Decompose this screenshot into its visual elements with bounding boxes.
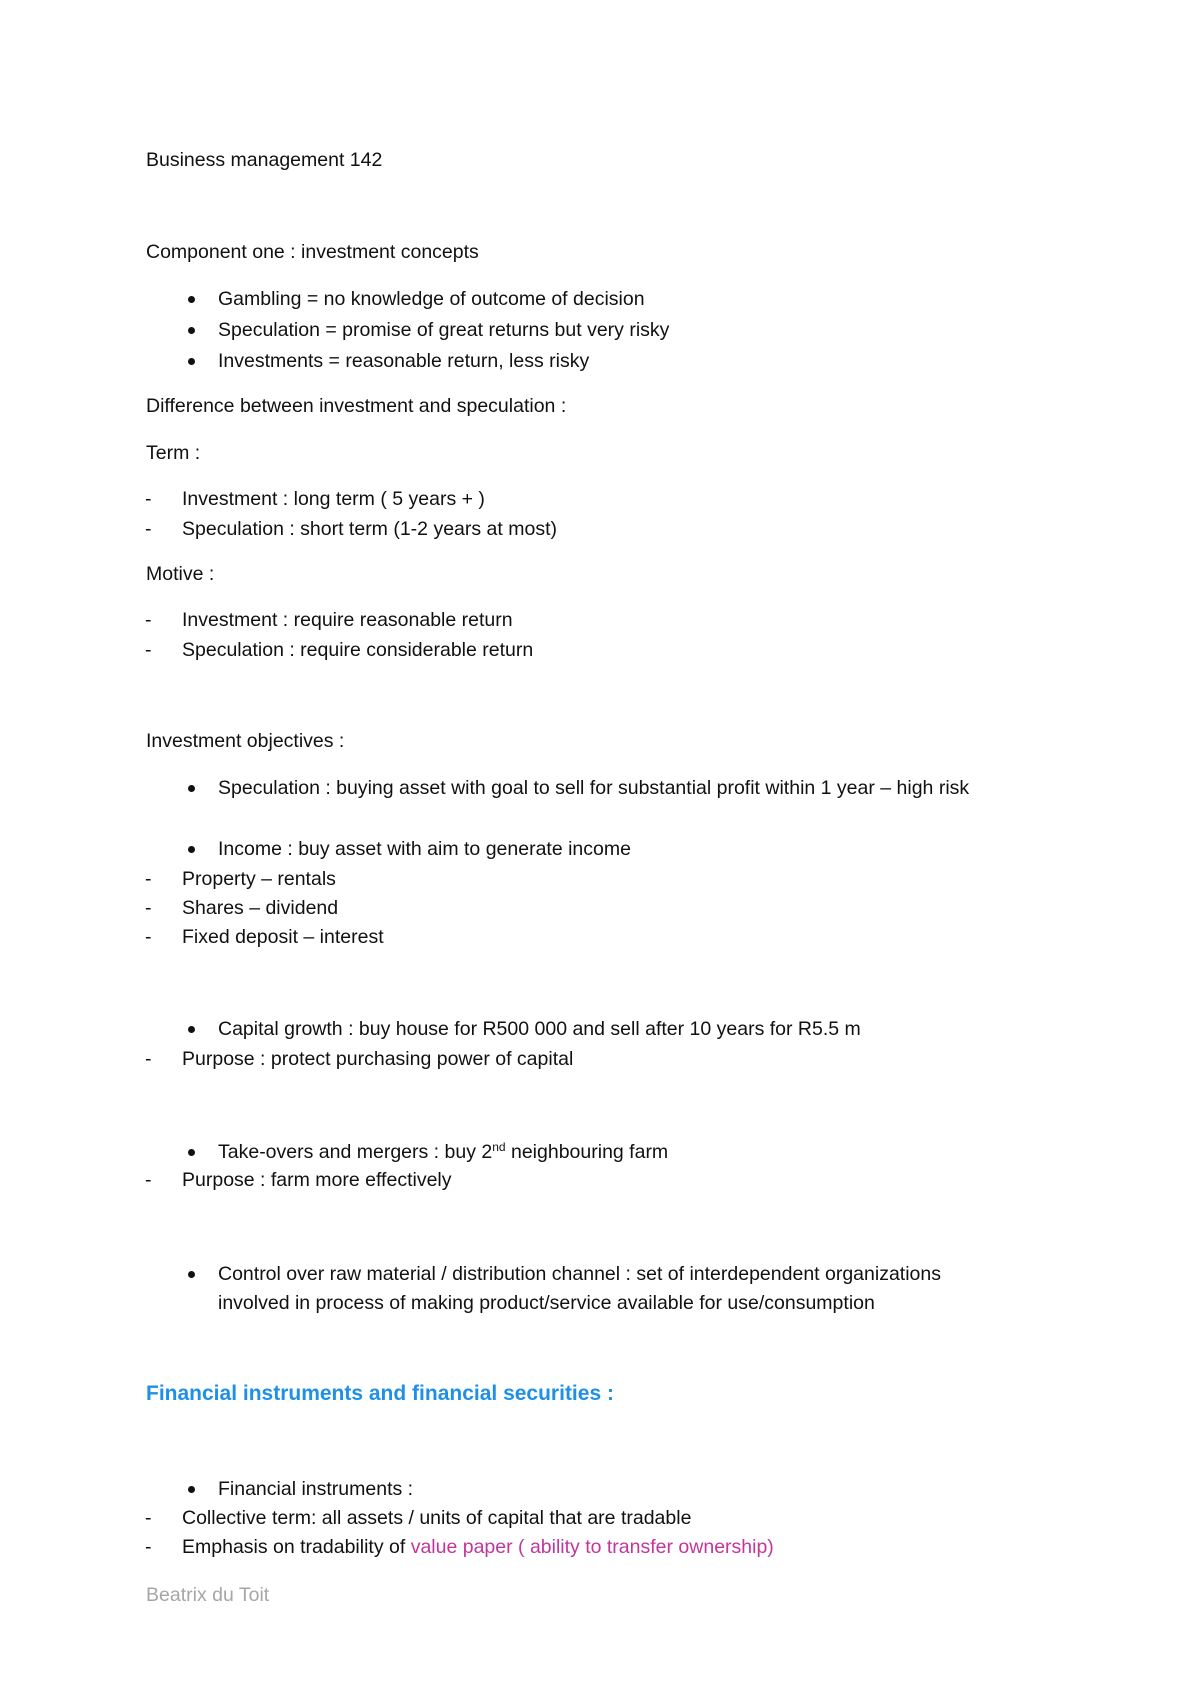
objective-income: Income : buy asset with aim to generate income xyxy=(218,838,631,860)
document-title: Business management 142 xyxy=(146,149,383,171)
motive-speculation: - Speculation : require considerable return xyxy=(182,638,533,662)
emphasis-prefix: Emphasis on tradability of xyxy=(182,1536,411,1558)
page-footer: Beatrix du Toit xyxy=(146,1584,270,1606)
income-property: - Property – rentals xyxy=(182,867,336,891)
objective-takeovers xyxy=(218,1140,668,1164)
financial-instruments-emphasis xyxy=(182,1535,774,1559)
objective-speculation: Speculation : buying asset with goal to sell for substantial profit within 1 year – high risk xyxy=(218,777,970,799)
objectives-heading: Investment objectives : xyxy=(146,730,345,752)
difference-heading: Difference between investment and speculation : xyxy=(146,395,567,417)
motive-investment: - Investment : require reasonable return xyxy=(182,608,513,632)
capital-growth-purpose: - Purpose : protect purchasing power of capital xyxy=(182,1047,573,1071)
objective-capital-growth: Capital growth : buy house for R500 000 and sell after 10 years for R5.5 m xyxy=(218,1018,861,1040)
takeovers-label-suffix: neighbouring farm xyxy=(505,1141,669,1163)
financial-heading: Financial instruments and financial securities : xyxy=(146,1382,614,1405)
term-investment: - Investment : long term ( 5 years + ) xyxy=(182,487,485,511)
component-heading: Component one : investment concepts xyxy=(146,241,479,263)
takeovers-purpose: - Purpose : farm more effectively xyxy=(182,1168,452,1192)
takeovers-label-prefix: Take-overs and mergers : buy 2 xyxy=(218,1141,493,1163)
concept-investments: Investments = reasonable return, less risky xyxy=(218,350,590,372)
term-speculation: - Speculation : short term (1-2 years at most) xyxy=(182,517,557,541)
objective-control-continued: involved in process of making product/service available for use/consumption xyxy=(218,1292,875,1314)
financial-instruments-label: Financial instruments : xyxy=(218,1478,414,1500)
income-shares: - Shares – dividend xyxy=(182,896,338,920)
objective-control: Control over raw material / distribution channel : set of interdependent organizations xyxy=(218,1263,941,1285)
term-label: Term : xyxy=(146,442,201,464)
financial-instruments-collective: - Collective term: all assets / units of capital that are tradable xyxy=(182,1506,691,1530)
motive-label: Motive : xyxy=(146,563,215,585)
takeovers-label-sup: nd xyxy=(492,1140,506,1154)
concept-speculation: Speculation = promise of great returns but very risky xyxy=(218,319,670,341)
value-paper-highlight: value paper ( ability to transfer ownership) xyxy=(410,1536,774,1558)
concept-gambling: Gambling = no knowledge of outcome of decision xyxy=(218,288,645,310)
income-fixed-deposit: - Fixed deposit – interest xyxy=(182,925,384,949)
